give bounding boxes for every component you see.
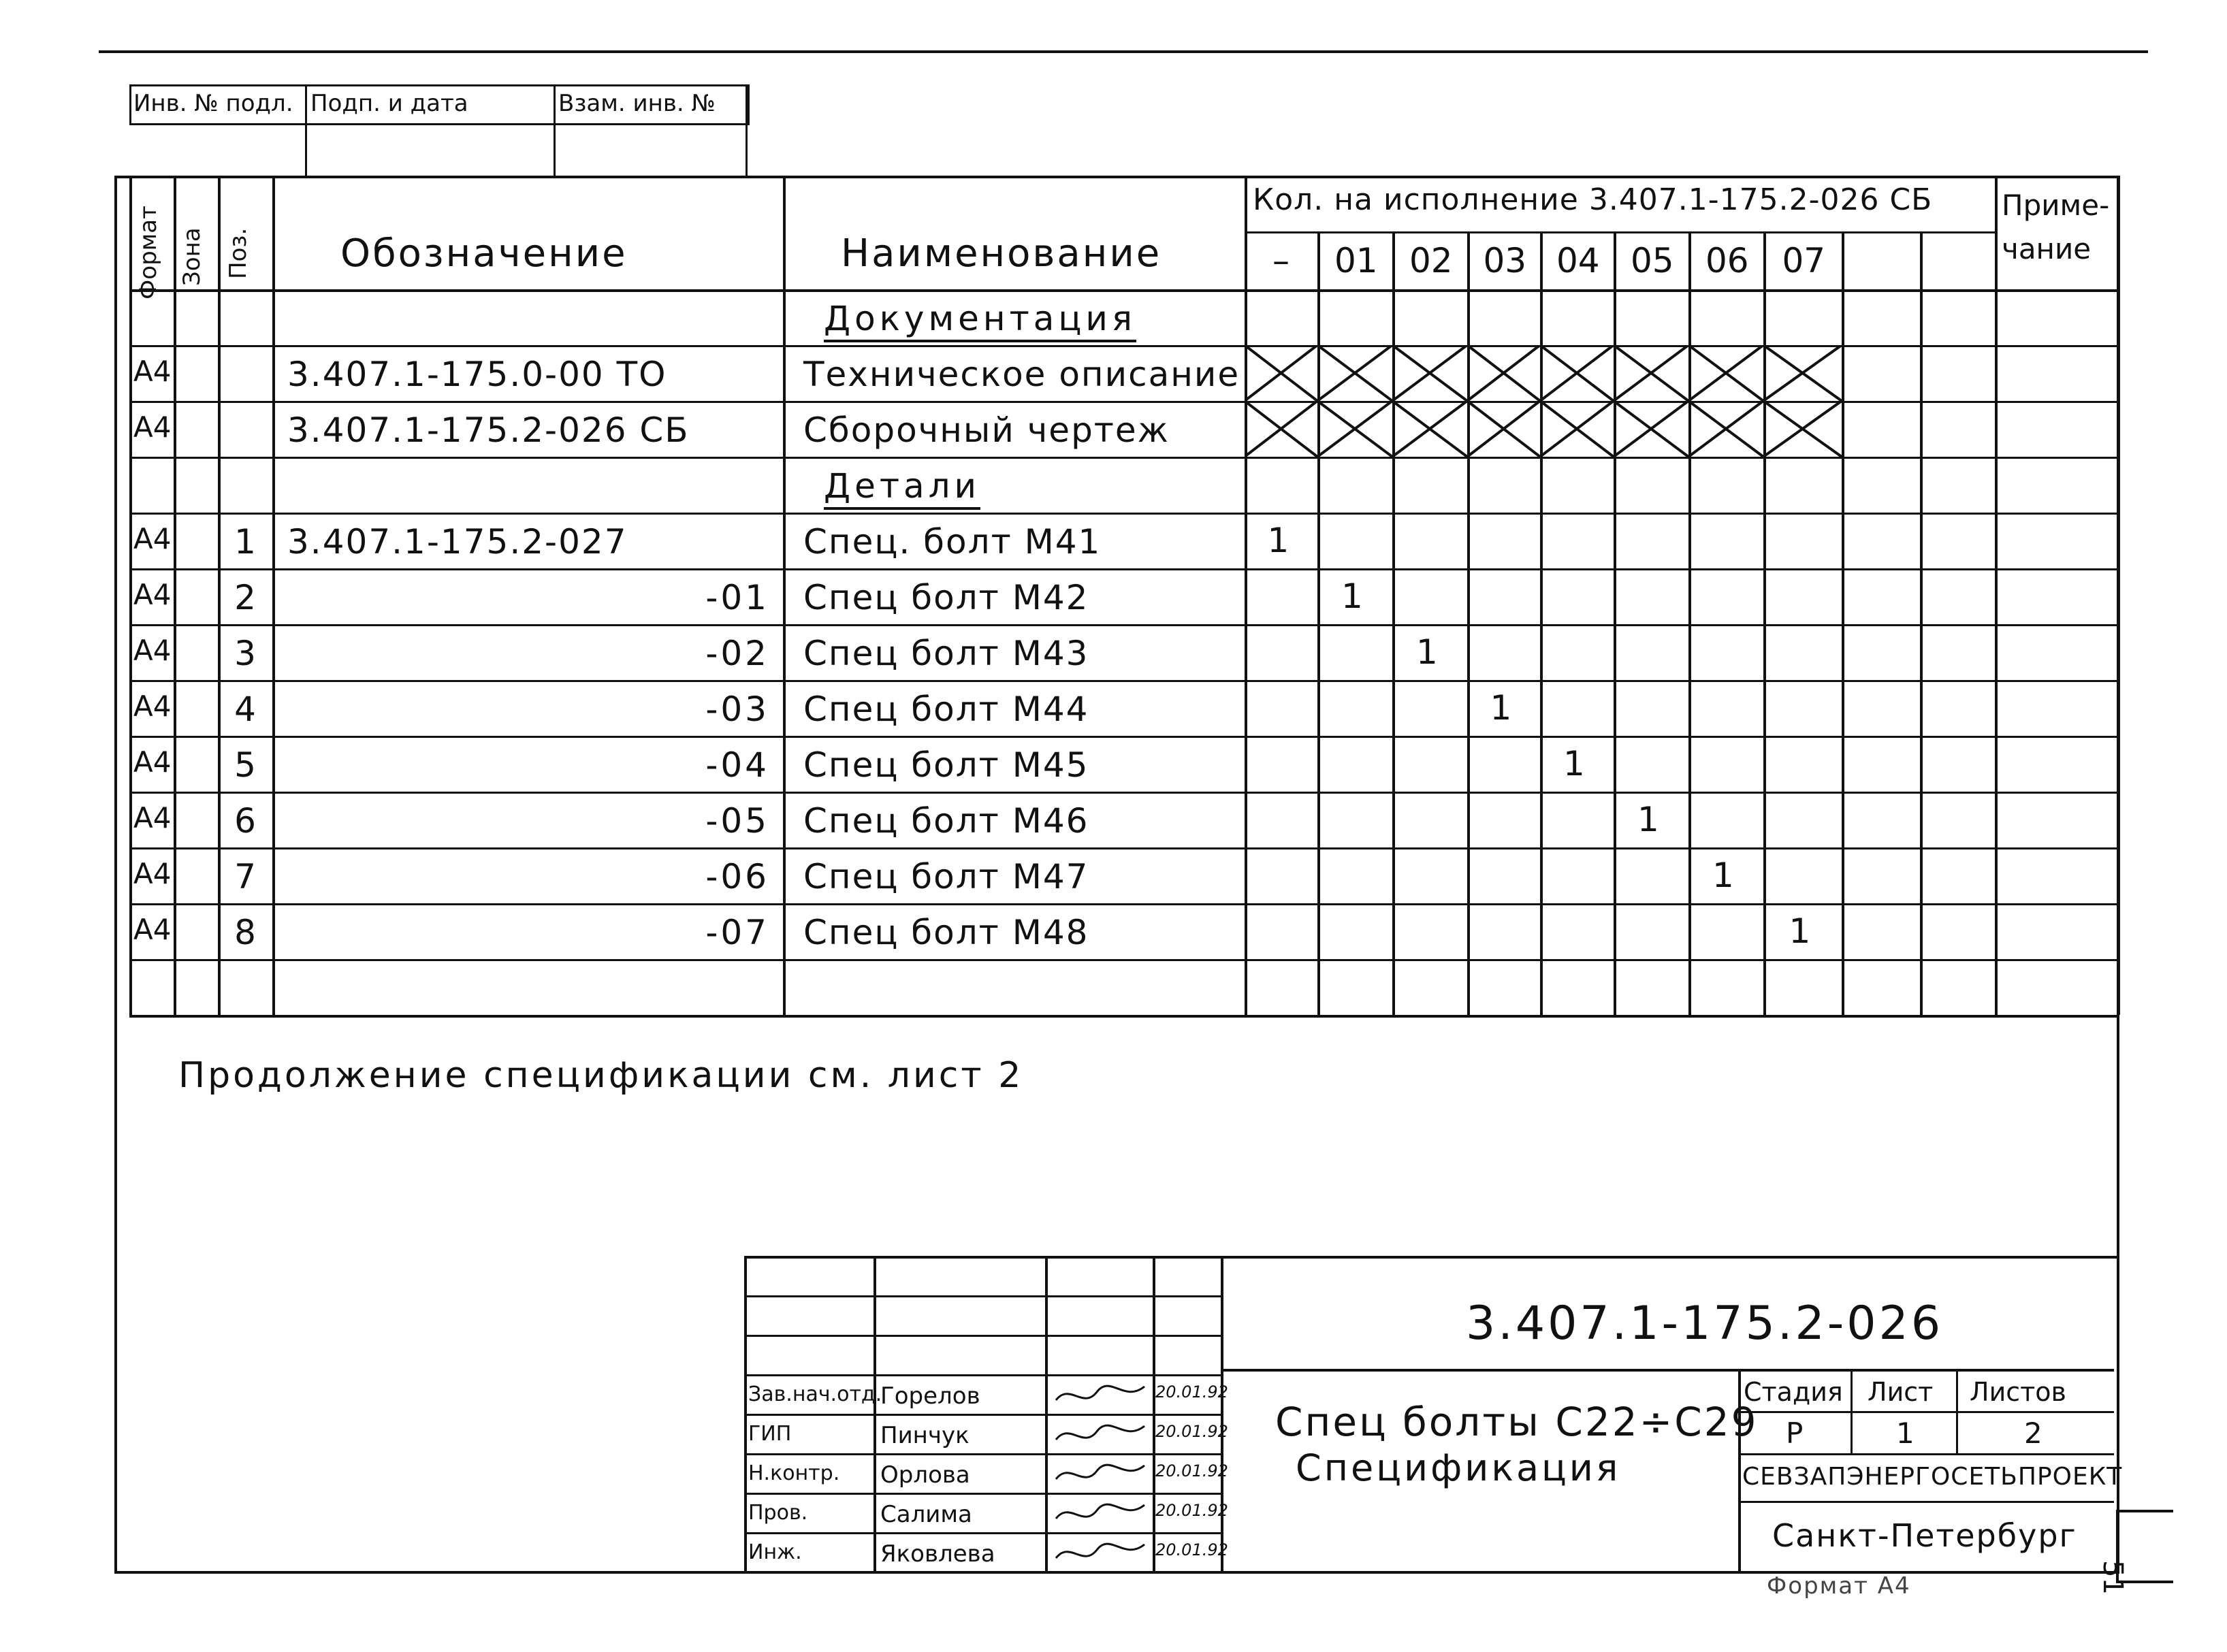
crossed-cells <box>1245 345 1842 401</box>
row-name: Спец болт М44 <box>803 690 1089 729</box>
row-name: Техническое описание <box>803 355 1240 394</box>
grid-line <box>1245 231 1995 233</box>
grid-line <box>129 176 132 1015</box>
row-quantity: 1 <box>1712 856 1734 895</box>
grid-line <box>129 457 2117 459</box>
handwritten-signature <box>1049 1415 1151 1453</box>
row-position: 6 <box>234 801 256 841</box>
signature-name: Пинчук <box>880 1422 970 1449</box>
signature-name: Орлова <box>880 1461 970 1489</box>
variant-label-2: 02 <box>1409 241 1453 280</box>
grid-line <box>129 680 2117 682</box>
row-quantity: 1 <box>1416 632 1438 672</box>
variant-label-0: – <box>1272 241 1289 280</box>
stamp-replace-label: Взам. инв. № <box>558 90 716 117</box>
row-position: 2 <box>234 578 256 617</box>
grid-line <box>2117 176 2120 1015</box>
row-designation: 3.407.1-175.2-027 <box>287 522 628 562</box>
stamp-inv-label: Инв. № подл. <box>133 90 293 117</box>
doc-number: 3.407.1-175.2-026 <box>1466 1297 1944 1350</box>
row-quantity: 1 <box>1490 688 1512 728</box>
section-heading: Документация <box>824 299 1136 342</box>
page-number: 51 <box>2097 1560 2128 1595</box>
signature-name: Салима <box>880 1501 972 1528</box>
signature-date: 20.01.92 <box>1155 1422 1228 1441</box>
grid-line <box>129 792 2117 794</box>
signature-role: Н.контр. <box>748 1461 840 1485</box>
handwritten-signature <box>1049 1534 1151 1572</box>
row-position: 7 <box>234 857 256 896</box>
row-position: 4 <box>234 690 256 729</box>
row-format: А4 <box>133 410 172 444</box>
header-qty: Кол. на исполнение 3.407.1-175.2-026 СБ <box>1253 182 1933 217</box>
grid-line <box>129 1015 2117 1018</box>
stage-value: Р <box>1786 1416 1804 1450</box>
row-designation: -05 <box>705 801 769 841</box>
header-name: Наименование <box>841 231 1162 276</box>
grid-line <box>129 176 2117 178</box>
row-position: 8 <box>234 913 256 952</box>
row-name: Спец болт М43 <box>803 634 1089 673</box>
signature-role: ГИП <box>748 1422 792 1446</box>
format-label: Формат А4 <box>1767 1572 1911 1600</box>
continuation-note: Продолжение спецификации см. лист 2 <box>178 1055 1024 1096</box>
signature-date: 20.01.92 <box>1155 1461 1228 1480</box>
variant-label-4: 04 <box>1556 241 1600 280</box>
signature-role: Инж. <box>748 1540 802 1564</box>
stage-label: Стадия <box>1744 1377 1843 1407</box>
header-pos: Поз. <box>225 227 252 279</box>
grid-line <box>1920 231 1923 1015</box>
variant-label-1: 01 <box>1334 241 1378 280</box>
sheets-value: 2 <box>2024 1416 2042 1450</box>
row-position: 3 <box>234 634 256 673</box>
row-format: А4 <box>133 522 172 555</box>
handwritten-signature <box>1049 1455 1151 1493</box>
stamp-sign-label: Подп. и дата <box>310 90 468 117</box>
row-format: А4 <box>133 690 172 723</box>
grid-line <box>1842 231 1844 1015</box>
variant-label-7: 07 <box>1782 241 1826 280</box>
row-position: 5 <box>234 745 256 785</box>
grid-line <box>174 176 176 1015</box>
grid-line <box>129 959 2117 961</box>
grid-line <box>129 568 2117 570</box>
city: Санкт-Петербург <box>1772 1517 2077 1554</box>
header-note: Приме- чание <box>2002 189 2110 265</box>
grid-line <box>129 736 2117 738</box>
row-designation: 3.407.1-175.0-00 ТО <box>287 355 667 394</box>
grid-line <box>129 513 2117 515</box>
row-quantity: 1 <box>1267 521 1289 560</box>
crossed-cells <box>1245 401 1842 457</box>
row-format: А4 <box>133 801 172 835</box>
handwritten-signature <box>1049 1376 1151 1414</box>
row-name: Спец болт М45 <box>803 745 1089 785</box>
sheet-value: 1 <box>1896 1416 1914 1450</box>
row-designation: -01 <box>705 578 769 617</box>
signature-date: 20.01.92 <box>1155 1540 1228 1559</box>
row-designation: -07 <box>705 913 769 952</box>
row-name: Спец болт М48 <box>803 913 1089 952</box>
title-line-1: Спец болты С22÷С29 <box>1275 1399 1759 1445</box>
signature-name: Горелов <box>880 1382 980 1410</box>
row-name: Спец болт М42 <box>803 578 1089 617</box>
grid-line <box>129 289 2117 292</box>
row-format: А4 <box>133 634 172 667</box>
row-designation: 3.407.1-175.2-026 СБ <box>287 410 690 450</box>
sheets-label: Листов <box>1970 1377 2066 1407</box>
header-format: Формат <box>135 206 162 299</box>
grid-line <box>129 624 2117 626</box>
header-zone: Зона <box>178 227 206 286</box>
row-designation: -04 <box>705 745 769 785</box>
variant-label-3: 03 <box>1483 241 1527 280</box>
row-format: А4 <box>133 745 172 779</box>
section-heading: Детали <box>824 466 980 510</box>
signature-name: Яковлева <box>880 1540 995 1568</box>
row-format: А4 <box>133 857 172 890</box>
row-name: Спец. болт М41 <box>803 522 1102 562</box>
signature-date: 20.01.92 <box>1155 1382 1228 1402</box>
header-designation: Обозначение <box>340 231 628 276</box>
grid-line <box>1245 176 1247 1015</box>
row-quantity: 1 <box>1637 800 1659 839</box>
row-quantity: 1 <box>1341 577 1363 616</box>
row-designation: -02 <box>705 634 769 673</box>
variant-label-6: 06 <box>1705 241 1749 280</box>
row-name: Сборочный чертеж <box>803 410 1170 450</box>
title-line-2: Спецификация <box>1296 1446 1621 1489</box>
grid-line <box>783 176 786 1015</box>
signature-role: Пров. <box>748 1501 808 1525</box>
page-number-box <box>2097 1510 2173 1595</box>
title-block <box>744 1256 2123 1571</box>
row-quantity: 1 <box>1789 911 1811 951</box>
variant-label-5: 05 <box>1631 241 1674 280</box>
row-designation: -03 <box>705 690 769 729</box>
row-position: 1 <box>234 522 256 562</box>
row-name: Спец болт М47 <box>803 857 1089 896</box>
row-designation: -06 <box>705 857 769 896</box>
row-format: А4 <box>133 578 172 611</box>
grid-line <box>129 903 2117 905</box>
signature-date: 20.01.92 <box>1155 1501 1228 1520</box>
handwritten-signature <box>1049 1494 1151 1532</box>
grid-line <box>129 847 2117 849</box>
row-format: А4 <box>133 355 172 388</box>
row-name: Спец болт М46 <box>803 801 1089 841</box>
row-quantity: 1 <box>1563 744 1585 783</box>
sheet-label: Лист <box>1868 1377 1934 1407</box>
organization: СЕВЗАПЭНЕРГОСЕТЬПРОЕКТ <box>1742 1463 2123 1491</box>
row-format: А4 <box>133 913 172 946</box>
grid-line <box>1995 231 1998 1015</box>
signature-role: Зав.нач.отд. <box>748 1382 882 1406</box>
